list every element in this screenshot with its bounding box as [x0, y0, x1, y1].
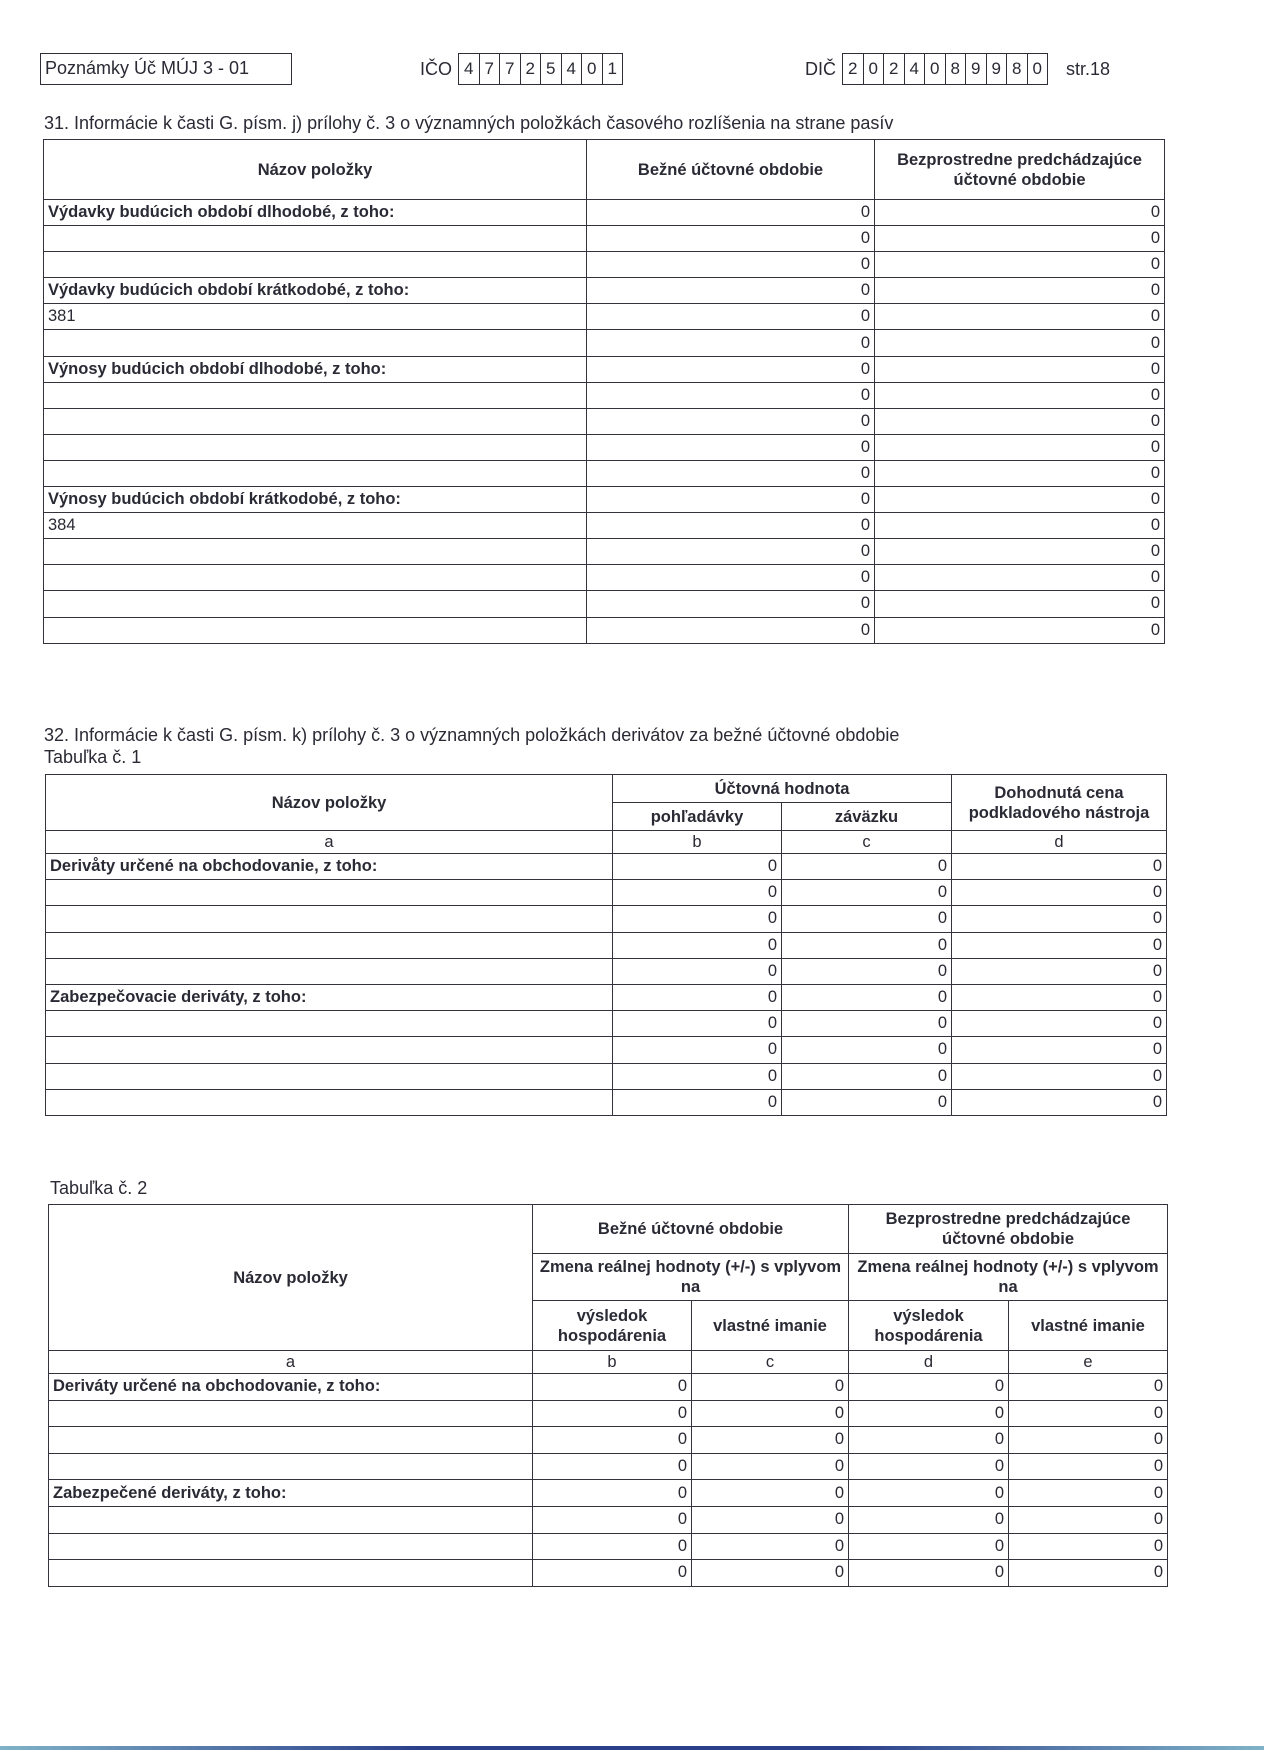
liabilities-value[interactable]: 0 — [782, 1089, 952, 1115]
column-letter: e — [1009, 1351, 1168, 1374]
col-header-current-period: Bežné účtovné obdobie — [533, 1205, 849, 1254]
table-row — [46, 906, 1167, 932]
previous-period-value[interactable]: 0 — [875, 330, 1165, 356]
column-letter: a — [46, 831, 613, 854]
item-name-cell[interactable] — [46, 880, 613, 906]
current-period-value[interactable]: 0 — [587, 434, 875, 460]
derivatives-table-1 — [45, 774, 1167, 1116]
liabilities-value[interactable]: 0 — [782, 1011, 952, 1037]
ico-digit: 2 — [521, 54, 542, 84]
table-row — [44, 252, 1165, 278]
item-name-cell[interactable] — [49, 1427, 533, 1454]
agreed-price-value[interactable]: 0 — [952, 854, 1167, 880]
agreed-price-value[interactable]: 0 — [952, 1063, 1167, 1089]
ico-digit: 7 — [500, 54, 521, 84]
receivables-value[interactable]: 0 — [613, 1011, 782, 1037]
result-previous-value[interactable]: 0 — [849, 1560, 1009, 1587]
dic-digit: 9 — [987, 54, 1008, 84]
item-name-cell[interactable] — [44, 408, 587, 434]
table-row — [44, 226, 1165, 252]
item-name-cell[interactable] — [49, 1453, 533, 1480]
col-header-receivables: pohľadávky — [613, 803, 782, 831]
result-current-value[interactable]: 0 — [533, 1533, 692, 1560]
result-current-value[interactable]: 0 — [533, 1374, 692, 1401]
previous-period-value[interactable]: 0 — [875, 434, 1165, 460]
previous-period-value[interactable]: 0 — [875, 356, 1165, 382]
equity-previous-value[interactable]: 0 — [1009, 1427, 1168, 1454]
equity-current-value[interactable]: 0 — [692, 1374, 849, 1401]
current-period-value[interactable]: 0 — [587, 330, 875, 356]
previous-period-value[interactable]: 0 — [875, 200, 1165, 226]
result-previous-value[interactable]: 0 — [849, 1374, 1009, 1401]
table-row — [49, 1453, 1168, 1480]
dic-digit: 0 — [864, 54, 885, 84]
dic-digit: 9 — [966, 54, 987, 84]
item-name-cell[interactable]: Zabezpečené deriváty, z toho: — [49, 1480, 533, 1507]
equity-current-value[interactable]: 0 — [692, 1560, 849, 1587]
table-row — [46, 1089, 1167, 1115]
result-current-value[interactable]: 0 — [533, 1427, 692, 1454]
current-period-value[interactable]: 0 — [587, 278, 875, 304]
result-current-value[interactable]: 0 — [533, 1560, 692, 1587]
table-row — [46, 1063, 1167, 1089]
table-row — [49, 1480, 1168, 1507]
col-header-result-previous: výsledok hospodárenia — [849, 1301, 1009, 1351]
current-period-value[interactable]: 0 — [587, 591, 875, 617]
derivatives-table-2 — [48, 1204, 1168, 1587]
liabilities-value[interactable]: 0 — [782, 880, 952, 906]
table-row — [44, 460, 1165, 486]
equity-previous-value[interactable]: 0 — [1009, 1480, 1168, 1507]
receivables-value[interactable]: 0 — [613, 958, 782, 984]
equity-current-value[interactable]: 0 — [692, 1427, 849, 1454]
dic-digit: 2 — [843, 54, 864, 84]
liabilities-value[interactable]: 0 — [782, 984, 952, 1010]
liabilities-value[interactable]: 0 — [782, 854, 952, 880]
item-name-cell[interactable] — [46, 1063, 613, 1089]
receivables-value[interactable]: 0 — [613, 906, 782, 932]
equity-current-value[interactable]: 0 — [692, 1480, 849, 1507]
equity-current-value[interactable]: 0 — [692, 1400, 849, 1427]
table-row — [44, 200, 1165, 226]
receivables-value[interactable]: 0 — [613, 932, 782, 958]
previous-period-value[interactable]: 0 — [875, 487, 1165, 513]
current-period-value[interactable]: 0 — [587, 460, 875, 486]
previous-period-value[interactable]: 0 — [875, 460, 1165, 486]
result-previous-value[interactable]: 0 — [849, 1506, 1009, 1533]
table-row — [49, 1427, 1168, 1454]
item-name-cell[interactable] — [44, 330, 587, 356]
item-name-cell[interactable]: 384 — [44, 513, 587, 539]
equity-previous-value[interactable]: 0 — [1009, 1374, 1168, 1401]
current-period-value[interactable]: 0 — [587, 513, 875, 539]
item-name-cell[interactable]: Zabezpečovacie deriváty, z toho: — [46, 984, 613, 1010]
equity-current-value[interactable]: 0 — [692, 1506, 849, 1533]
item-name-cell[interactable] — [46, 1089, 613, 1115]
col-header-carrying-value: Účtovná hodnota — [613, 775, 952, 803]
ico-digit-boxes — [458, 53, 623, 85]
previous-period-value[interactable]: 0 — [875, 591, 1165, 617]
col-header-previous-period: Bezprostredne predchádzajúce účtovné obdobie — [849, 1205, 1168, 1254]
previous-period-value[interactable]: 0 — [875, 539, 1165, 565]
ico-digit: 4 — [459, 54, 480, 84]
current-period-value[interactable]: 0 — [587, 304, 875, 330]
dic-digit: 0 — [1032, 59, 1042, 78]
equity-current-value[interactable]: 0 — [692, 1533, 849, 1560]
liabilities-value[interactable]: 0 — [782, 958, 952, 984]
previous-period-value[interactable]: 0 — [875, 382, 1165, 408]
ico-digit: 4 — [562, 54, 583, 84]
item-name-cell[interactable]: Výnosy budúcich období dlhodobé, z toho: — [44, 356, 587, 382]
result-current-value[interactable]: 0 — [533, 1506, 692, 1533]
previous-period-value[interactable]: 0 — [875, 513, 1165, 539]
table-row — [49, 1506, 1168, 1533]
item-name-cell[interactable] — [44, 460, 587, 486]
item-name-cell[interactable] — [49, 1560, 533, 1587]
table-row — [44, 565, 1165, 591]
item-name-cell[interactable] — [46, 1037, 613, 1063]
col-header-agreed-price: Dohodnutá cena podkladového nástroja — [952, 775, 1167, 831]
item-name-cell[interactable] — [46, 958, 613, 984]
table-row — [44, 513, 1165, 539]
col-header-fair-value-change-current: Zmena reálnej hodnoty (+/-) s vplyvom na — [533, 1254, 849, 1301]
item-name-cell[interactable]: Derivåty určené na obchodovanie, z toho: — [46, 854, 613, 880]
table-row — [44, 382, 1165, 408]
previous-period-value[interactable]: 0 — [875, 226, 1165, 252]
receivables-value[interactable]: 0 — [613, 1037, 782, 1063]
result-current-value[interactable]: 0 — [533, 1400, 692, 1427]
table-row — [49, 1400, 1168, 1427]
previous-period-value[interactable]: 0 — [875, 408, 1165, 434]
table-row — [49, 1533, 1168, 1560]
col-header-item-name: Názov položky — [44, 140, 587, 200]
agreed-price-value[interactable]: 0 — [952, 906, 1167, 932]
receivables-value[interactable]: 0 — [613, 1063, 782, 1089]
col-header-item-name: Názov položky — [46, 775, 613, 831]
table-row — [44, 330, 1165, 356]
column-letter: c — [782, 831, 952, 854]
ico-digit: 0 — [582, 54, 603, 84]
table-row — [44, 278, 1165, 304]
item-name-cell[interactable] — [44, 226, 587, 252]
ico-digit: 5 — [541, 54, 562, 84]
table-row — [46, 1037, 1167, 1063]
table-row — [49, 1560, 1168, 1587]
table-row — [46, 932, 1167, 958]
page-number: str.18 — [1066, 58, 1111, 79]
previous-period-value[interactable]: 0 — [875, 565, 1165, 591]
item-name-cell[interactable]: 381 — [44, 304, 587, 330]
current-period-value[interactable]: 0 — [587, 617, 875, 643]
table-2-caption: Tabuľka č. 2 — [50, 1178, 148, 1198]
receivables-value[interactable]: 0 — [613, 854, 782, 880]
col-header-previous-period: Bezprostredne predchádzajúce účtovné obdobie — [875, 140, 1165, 200]
column-letter: b — [613, 831, 782, 854]
current-period-value[interactable]: 0 — [587, 226, 875, 252]
liabilities-value[interactable]: 0 — [782, 1063, 952, 1089]
table-row — [44, 617, 1165, 643]
item-name-cell[interactable]: Deriváty určené na obchodovanie, z toho: — [49, 1374, 533, 1401]
result-previous-value[interactable]: 0 — [849, 1453, 1009, 1480]
dic-digit: 8 — [946, 54, 967, 84]
table-row — [44, 487, 1165, 513]
agreed-price-value[interactable]: 0 — [952, 958, 1167, 984]
liabilities-value[interactable]: 0 — [782, 1037, 952, 1063]
item-name-cell[interactable] — [44, 434, 587, 460]
section-32-title: 32. Informácie k časti G. písm. k) prílohy č. 3 o významných položkách derivátov za bežné účtovné obdobie — [44, 725, 900, 745]
table-row — [44, 356, 1165, 382]
table-row — [46, 984, 1167, 1010]
column-letter: d — [952, 831, 1167, 854]
equity-previous-value[interactable]: 0 — [1009, 1506, 1168, 1533]
dic-digit: 2 — [884, 54, 905, 84]
equity-previous-value[interactable]: 0 — [1009, 1560, 1168, 1587]
receivables-value[interactable]: 0 — [613, 1089, 782, 1115]
item-name-cell[interactable] — [44, 617, 587, 643]
agreed-price-value[interactable]: 0 — [952, 1011, 1167, 1037]
table-row — [46, 1011, 1167, 1037]
table-row — [44, 591, 1165, 617]
item-name-cell[interactable] — [44, 591, 587, 617]
dic-digit: 4 — [905, 54, 926, 84]
column-letter: d — [849, 1351, 1009, 1374]
item-name-cell[interactable] — [49, 1400, 533, 1427]
section-31-table — [43, 139, 1165, 644]
agreed-price-value[interactable]: 0 — [952, 1089, 1167, 1115]
dic-group — [805, 53, 1110, 85]
item-name-cell[interactable] — [49, 1506, 533, 1533]
agreed-price-value[interactable]: 0 — [952, 1037, 1167, 1063]
item-name-cell[interactable] — [46, 932, 613, 958]
table-row — [46, 958, 1167, 984]
previous-period-value[interactable]: 0 — [875, 617, 1165, 643]
item-name-cell[interactable] — [44, 252, 587, 278]
dic-digit-boxes — [842, 53, 1048, 85]
item-name-cell[interactable] — [44, 382, 587, 408]
table-row — [44, 408, 1165, 434]
liabilities-value[interactable]: 0 — [782, 932, 952, 958]
column-letter: b — [533, 1351, 692, 1374]
column-letter: c — [692, 1351, 849, 1374]
col-header-current-period: Bežné účtovné obdobie — [587, 140, 875, 200]
ico-digit: 1 — [607, 59, 617, 78]
previous-period-value[interactable]: 0 — [875, 304, 1165, 330]
receivables-value[interactable]: 0 — [613, 984, 782, 1010]
equity-previous-value[interactable]: 0 — [1009, 1453, 1168, 1480]
form-identifier: Poznámky Úč MÚJ 3 - 01 — [40, 53, 292, 85]
current-period-value[interactable]: 0 — [587, 487, 875, 513]
table-row — [46, 880, 1167, 906]
item-name-cell[interactable] — [49, 1533, 533, 1560]
agreed-price-value[interactable]: 0 — [952, 932, 1167, 958]
item-name-cell[interactable]: Výdavky budúcich období krátkodobé, z toho: — [44, 278, 587, 304]
ico-digit: 7 — [480, 54, 501, 84]
previous-period-value[interactable]: 0 — [875, 278, 1165, 304]
current-period-value[interactable]: 0 — [587, 539, 875, 565]
current-period-value[interactable]: 0 — [587, 356, 875, 382]
scan-bottom-edge — [0, 1746, 1264, 1750]
dic-digit: 0 — [925, 54, 946, 84]
agreed-price-value[interactable]: 0 — [952, 880, 1167, 906]
col-header-result-current: výsledok hospodárenia — [533, 1301, 692, 1351]
item-name-cell[interactable] — [46, 1011, 613, 1037]
item-name-cell[interactable] — [44, 565, 587, 591]
table-row — [46, 854, 1167, 880]
current-period-value[interactable]: 0 — [587, 408, 875, 434]
section-31-title: 31. Informácie k časti G. písm. j) prílohy č. 3 o významných položkách časového rozlíšenia na strane pasív — [44, 113, 894, 133]
col-header-equity-previous: vlastné imanie — [1009, 1301, 1168, 1351]
column-letter: a — [49, 1351, 533, 1374]
receivables-value[interactable]: 0 — [613, 880, 782, 906]
col-header-item-name: Názov položky — [49, 1205, 533, 1351]
table-row — [49, 1374, 1168, 1401]
table-row — [44, 539, 1165, 565]
item-name-cell[interactable] — [46, 906, 613, 932]
result-previous-value[interactable]: 0 — [849, 1400, 1009, 1427]
dic-digit: 8 — [1007, 54, 1028, 84]
result-previous-value[interactable]: 0 — [849, 1533, 1009, 1560]
col-header-fair-value-change-previous: Zmena reálnej hodnoty (+/-) s vplyvom na — [849, 1254, 1168, 1301]
col-header-equity-current: vlastné imanie — [692, 1301, 849, 1351]
ico-label: IČO — [420, 58, 453, 79]
agreed-price-value[interactable]: 0 — [952, 984, 1167, 1010]
table-1-caption: Tabuľka č. 1 — [44, 747, 142, 767]
current-period-value[interactable]: 0 — [587, 252, 875, 278]
dic-label: DIČ — [805, 58, 836, 79]
item-name-cell[interactable]: Výnosy budúcich období krátkodobé, z toho: — [44, 487, 587, 513]
result-previous-value[interactable]: 0 — [849, 1427, 1009, 1454]
item-name-cell[interactable]: Výdavky budúcich období dlhodobé, z toho: — [44, 200, 587, 226]
result-current-value[interactable]: 0 — [533, 1453, 692, 1480]
table-row — [44, 434, 1165, 460]
item-name-cell[interactable] — [44, 539, 587, 565]
equity-previous-value[interactable]: 0 — [1009, 1400, 1168, 1427]
equity-current-value[interactable]: 0 — [692, 1453, 849, 1480]
liabilities-value[interactable]: 0 — [782, 906, 952, 932]
current-period-value[interactable]: 0 — [587, 382, 875, 408]
table-row — [44, 304, 1165, 330]
result-current-value[interactable]: 0 — [533, 1480, 692, 1507]
ico-group — [420, 53, 623, 85]
previous-period-value[interactable]: 0 — [875, 252, 1165, 278]
equity-previous-value[interactable]: 0 — [1009, 1533, 1168, 1560]
current-period-value[interactable]: 0 — [587, 200, 875, 226]
result-previous-value[interactable]: 0 — [849, 1480, 1009, 1507]
current-period-value[interactable]: 0 — [587, 565, 875, 591]
col-header-liabilities: záväzku — [782, 803, 952, 831]
